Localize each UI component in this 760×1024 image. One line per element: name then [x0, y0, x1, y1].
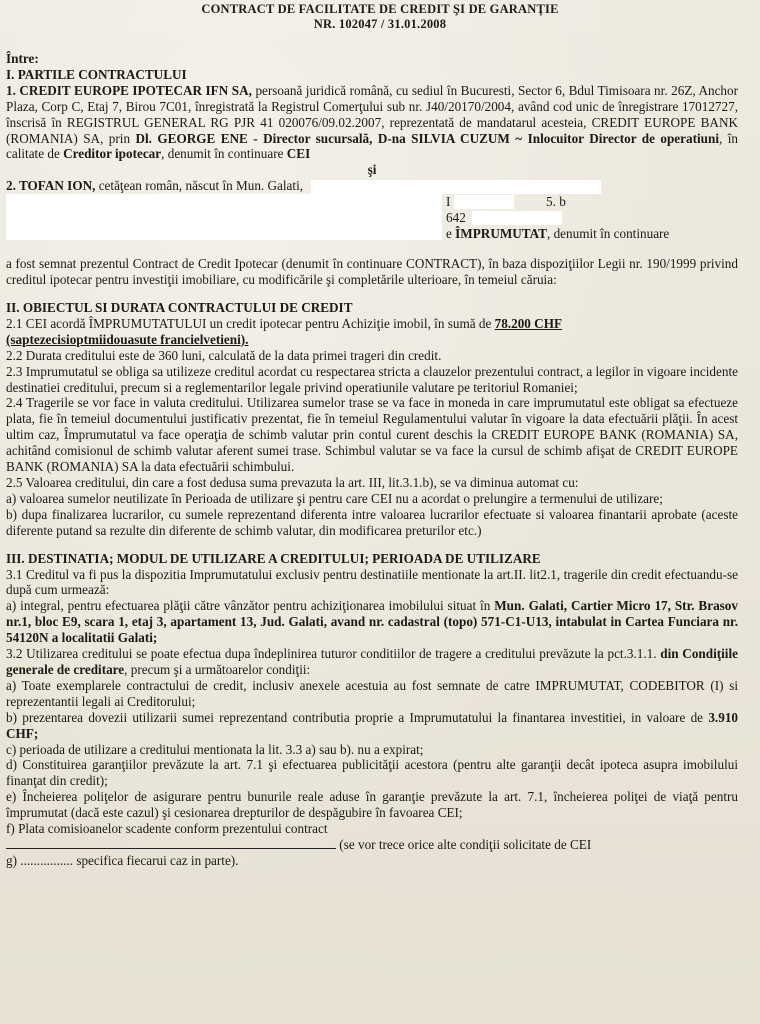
section-3-heading: III. DESTINATIA; MODUL DE UTILIZARE A CREDITULUI; PERIOADA DE UTILIZARE	[6, 550, 541, 566]
party-1-alias-intro: , denumit în continuare	[161, 146, 287, 162]
clause-3-2-text: 3.2 Utilizarea creditului se poate efectua dupa îndeplinirea tuturor conditiilor de tragere a creditului prevăzute la pct.3.1.1.	[6, 646, 661, 662]
party-2-role-prefix: e	[446, 226, 456, 242]
clause-2-5-b: b) dupa finalizarea lucrarilor, cu sumele reprezentand diferenta intre valoarea lucrarilor efectuate si valoarea finantarii aprobate (aceste diferente putand sa rezulte din diferente de schimb valutar, din modificarea preturilor etc.)	[6, 506, 738, 538]
clause-2-4: 2.4 Tragerile se vor face in valuta creditului. Utilizarea sumelor trase se va face in moneda in care imprumutatul este obligat sa efectueze plata, fie în temeiul documentului justificativ prezentat, fie în temeiul Regulamentului valutar în vigoare la data efectuării plăţii. În acest ultim caz, Împrumutatul va face operaţia de schimb valutar prin contul curent deschis la CREDIT EUROPE BANK (ROMANIA) SA, achitând comisionul de schimb valutar aferent sumei trase. Schimbul valutar se va face la cursul de schimb afişat de CREDIT EUROPE BANK (ROMANIA) SA la data efectuării schimbului.	[6, 395, 738, 475]
spacer	[6, 288, 738, 300]
recital-paragraph: a fost semnat prezentul Contract de Credit Ipotecar (denumit în continuare CONTRACT), în baza dispoziţiilor Legii nr. 190/1999 privind creditul ipotecar pentru investiţii imobiliare, cu modificările şi completările ulterioare, în temeiul căruia:	[6, 256, 738, 288]
party-2-fragment-2: 5. b	[546, 194, 566, 210]
document-header	[0, 0, 760, 32]
document-body	[0, 51, 760, 869]
section-1-heading: I. PARTILE CONTRACTULUI	[6, 66, 187, 82]
redaction-box	[6, 194, 442, 240]
blank-line	[6, 838, 336, 849]
party-2-alias-intro: , denumit în continuare	[546, 226, 670, 242]
clause-3-2-b	[6, 710, 738, 742]
redaction-box	[472, 211, 562, 225]
between-label: Între:	[6, 51, 39, 66]
party-2-birthplace: cetăţean român, născut în Mun. Galati,	[95, 178, 304, 194]
party-2-fragment-1: I	[446, 194, 451, 210]
party-1-representatives: Dl. GEORGE ENE - Director sucursală, D-na SILVIA CUZUM ~ Inlocuitor Director de operatiuni	[135, 130, 719, 146]
party-2-line	[6, 178, 738, 194]
clause-3-2-f	[6, 821, 738, 853]
general-conditions-ref: din Condiţiile generale de creditare	[6, 646, 738, 677]
clause-3-2-tail: , precum şi a următoarelor condiţii:	[124, 661, 311, 677]
redaction-box	[454, 195, 514, 209]
clause-2-1-text: 2.1 CEI acordă ÎMPRUMUTATULUI un credit ipotecar pentru Achiziţie imobil, în sumă de	[6, 315, 495, 331]
clause-3-2-c: c) perioada de utilizare a creditului mentionata la lit. 3.3 a) sau b). nu a expirat;	[6, 741, 424, 757]
spacer	[6, 242, 738, 256]
clause-3-2-e: e) Încheierea poliţelor de asigurare pentru bunurile reale aduse în garanţie prevăzute la art. 7.1, încheierea poliţei de viaţă pentru împrumutat (dacă este cazul) şi cesionarea drepturilor de despăgubire în favoarea CEI;	[6, 789, 738, 821]
party-1-paragraph	[6, 83, 738, 163]
party-2-role: ÎMPRUMUTAT	[455, 226, 547, 242]
clause-2-1	[6, 316, 738, 348]
party-1-alias: CEI	[286, 146, 311, 162]
clause-3-2-f-note: (se vor trece orice alte condiţii solicitate de CEI	[339, 836, 592, 852]
clause-2-5: 2.5 Valoarea creditului, din care a fost dedusa suma prevazuta la art. III, lit.3.1.b), se va diminua automat cu:	[6, 475, 579, 490]
party-2-redacted-block	[6, 194, 738, 242]
and-conjunction: şi	[367, 162, 377, 178]
clause-3-2-f-text: f) Plata comisioanelor scadente conform prezentului contract	[6, 821, 328, 837]
party-1-role: Creditor ipotecar	[63, 146, 162, 162]
clause-3-2-a: a) Toate exemplarele contractului de credit, inclusiv anexele acestuia au fost semnate de catre IMPRUMUTAT, CODEBITOR (I) si reprezentantii legali ai Creditorului;	[6, 677, 738, 709]
party-1-role-intro: , în calitate de	[6, 130, 738, 162]
credit-amount: 78.200 CHF	[494, 315, 563, 331]
party-2-name: 2. TOFAN ION,	[6, 178, 96, 194]
own-contribution-amount: 3.910 CHF;	[6, 709, 738, 741]
party-1-details: persoană juridică română, cu sediul în Bucuresti, Sector 6, Bdul Timisoara nr. 26Z, Anchor Plaza, Corp C, Etaj 7, Birou 7C01, înregistrată la Registrul Comerţului sub nr. J40/20170/2004, având cod unic de înregistrare 17012727, înscrisă în REGISTRUL GENERAL RG PJR 41 020076/09.02.2007, reprezentată de mandatarul acesteia, CREDIT EUROPE BANK (ROMANIA) SA, prin	[6, 82, 738, 146]
party-2-fragment-3: 642	[446, 210, 466, 226]
redaction-box	[311, 180, 601, 194]
clause-3-2	[6, 646, 738, 678]
clause-3-1-a	[6, 598, 738, 646]
party-2-role-line	[446, 226, 669, 242]
clause-2-2: 2.2 Durata creditului este de 360 luni, calculată de la data primei trageri din credit.	[6, 347, 442, 363]
clause-2-3: 2.3 Imprumutatul se obliga sa utilizeze creditul acordat cu respectarea stricta a clauzelor prezentului contract, a legilor in vigoare incidente destinatiei creditului, precum si a reglementarilor legale privind operatiunile valutare pe teritoriul Romaniei;	[6, 363, 738, 395]
clause-3-1-a-text: a) integral, pentru efectuarea plăţii către vânzător pentru achiziţionarea imobilului situat în	[6, 598, 495, 614]
clause-3-1: 3.1 Creditul va fi pus la dispozitia Imprumutatului exclusiv pentru destinatiile mentionate la art.II. lit2.1, tragerile din credit efectuandu-se după cum urmează:	[6, 566, 738, 598]
clause-3-2-b-text: b) prezentarea dovezii utilizarii sumei reprezentand contributia proprie a Imprumutatului la finantarea investitiei, in valoare de	[6, 709, 709, 725]
clause-3-2-d: d) Constituirea garanţiilor prevăzute la art. 7.1 şi efectuarea publicităţii acestora (pentru alte garanţii decât ipoteca asupra imobilului finanţat din credit);	[6, 757, 738, 789]
party-1-name: 1. CREDIT EUROPE IPOTECAR IFN SA,	[6, 82, 256, 98]
section-2-heading: II. OBIECTUL SI DURATA CONTRACTULUI DE CREDIT	[6, 300, 353, 316]
clause-3-2-g: g) ................ specifica fiecarui caz in parte).	[6, 852, 239, 868]
document-number: NR. 102047 / 31.01.2008	[313, 17, 447, 31]
document-title: CONTRACT DE FACILITATE DE CREDIT ŞI DE GARANŢIE	[201, 2, 559, 16]
spacer	[6, 539, 738, 551]
credit-amount-words: (saptezecisioptmiidouasute francielvetieni).	[6, 331, 249, 347]
property-address: Mun. Galati, Cartier Micro 17, Str. Brasov nr.1, bloc E9, scara 1, etaj 3, apartament 13, Jud. Galati, avand nr. cadastral (topo) 571-C1-U13, intabulat in Cartea Funciara nr. 54120N a localitatii Galati;	[6, 598, 738, 646]
clause-2-5-a: a) valoarea sumelor neutilizate în Perioada de utilizare şi pentru care CEI nu a acordat o prelungire a termenului de utilizare;	[6, 490, 663, 506]
